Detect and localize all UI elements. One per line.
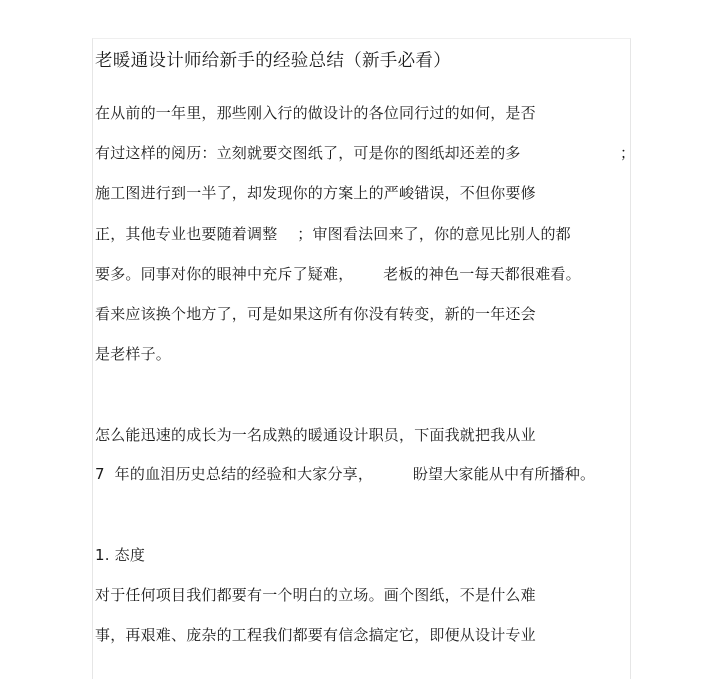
section-1-heading: 1. 态度 — [95, 546, 146, 564]
paragraph-1-line-5: 要多。同事对你的眼神中充斥了疑难， 老板的神色一每天都很难看。 — [95, 265, 581, 283]
paragraph-2-line-1: 怎么能迅速的成长为一名成熟的暖通设计职员，下面我就把我从业 — [95, 426, 536, 444]
paragraph-2-line-2: 7 年的血泪历史总结的经验和大家分享， 盼望大家能从中有所播种。 — [95, 465, 596, 483]
paragraph-1-line-2: 有过这样的阅历：立刻就要交图纸了，可是你的图纸却还差的多 — [95, 144, 521, 162]
paragraph-1-line-1: 在从前的一年里，那些刚入行的做设计的各位同行过的如何，是否 — [95, 104, 536, 122]
paragraph-1-line-2-semicolon: ； — [620, 144, 636, 162]
document-page — [92, 38, 631, 679]
document-title: 老暖通设计师给新手的经验总结（新手必看） — [95, 51, 451, 71]
section-1-line-1: 对于任何项目我们都要有一个明白的立场。画个图纸，不是什么难 — [95, 586, 536, 604]
section-1-line-2: 事，再艰难、庞杂的工程我们都要有信念搞定它，即便从设计专业 — [95, 626, 536, 644]
paragraph-1-line-6: 看来应该换个地方了，可是如果这所有你没有转变，新的一年还会 — [95, 305, 536, 323]
paragraph-1-line-4: 正，其他专业也要随着调整 ；审图看法回来了，你的意见比别人的都 — [95, 225, 571, 243]
paragraph-1-line-3: 施工图进行到一半了，却发现你的方案上的严峻错误，不但你要修 — [95, 184, 536, 202]
paragraph-1-line-7: 是老样子。 — [95, 345, 172, 363]
